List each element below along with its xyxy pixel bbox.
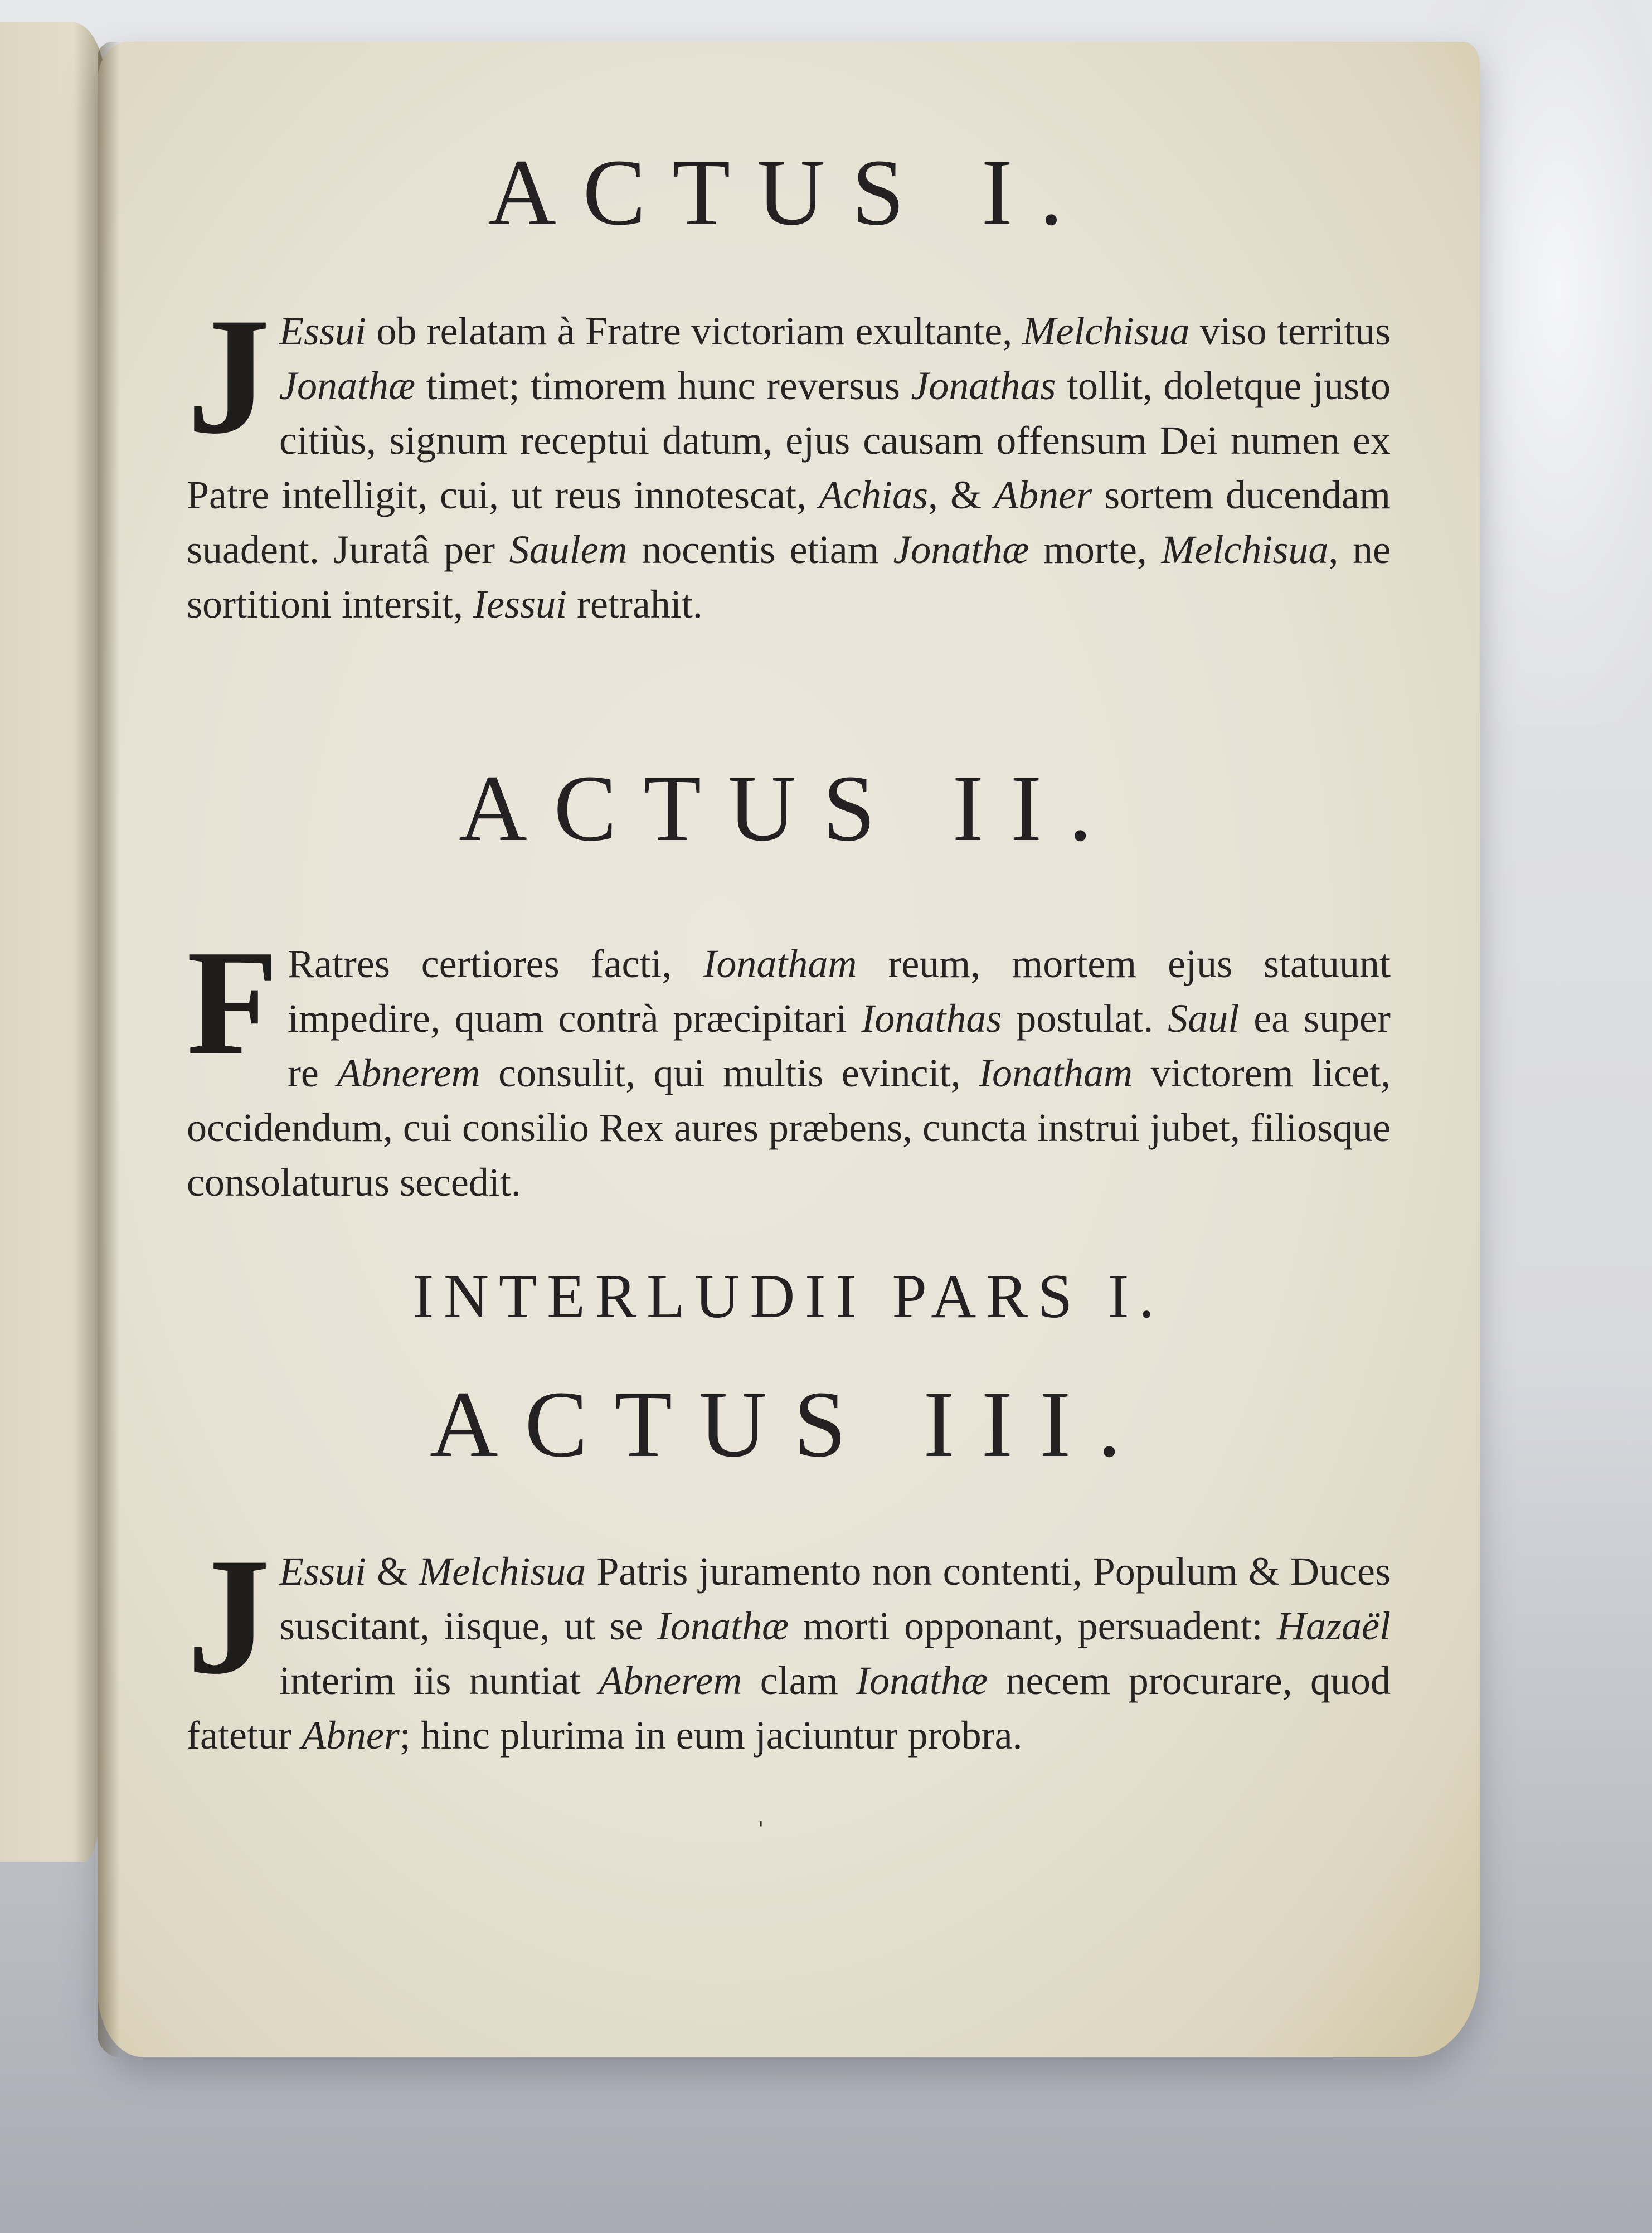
- proper-name: Saulem: [509, 527, 628, 572]
- text-run: consulit, qui multis evincit,: [480, 1051, 979, 1095]
- drop-cap: J: [187, 283, 270, 468]
- text-run: &: [366, 1549, 419, 1594]
- proper-name: Melchisua: [419, 1549, 586, 1594]
- text-run: tollit, doletque justo citiùs, signum receptui datum, ejus causam offensum Dei numen ex Patre intelligit, cui, ut reus innotescat,: [187, 363, 1391, 517]
- text-run: victorem licet, occidendum, cui consilio Rex aures præbens, cuncta instrui jubet, filiosque consolaturus secedit.: [187, 1051, 1391, 1205]
- proper-name: Abner: [994, 473, 1092, 517]
- proper-name: Jonathas: [911, 363, 1056, 408]
- text-run: morti opponant, persuadent:: [789, 1604, 1277, 1648]
- proper-name: Jonathæ: [893, 527, 1029, 572]
- proper-name: Hazaël: [1277, 1604, 1391, 1648]
- text-run: retrahit.: [566, 582, 703, 627]
- text-run: viso territus: [1189, 309, 1391, 353]
- text-run: reum, mortem ejus statuunt impedire, quam contrà præcipitari: [287, 941, 1391, 1041]
- act-3-text: [187, 1549, 1391, 1758]
- text-run: necem procurare, quod fatetur: [187, 1658, 1391, 1758]
- proper-name: Achias: [819, 473, 928, 517]
- proper-name: Ionatham: [979, 1051, 1133, 1095]
- proper-name: Jonathæ: [279, 363, 415, 408]
- gutter-shadow: [98, 42, 120, 2057]
- proper-name: Ionatham: [703, 941, 857, 986]
- act-2-text: [187, 919, 1391, 1205]
- text-run: , &: [927, 473, 994, 517]
- interlude-heading: INTERLUDII PARS I.: [412, 1262, 1165, 1331]
- act-3-summary: [187, 1523, 1391, 1763]
- proper-name: Melchisua: [1161, 527, 1329, 572]
- text-run: sortem ducendam suadent. Juratâ per: [187, 473, 1391, 572]
- act-1-summary: [187, 283, 1391, 632]
- text-run: ea super re: [287, 996, 1391, 1095]
- act-1-heading: ACTUS I.: [488, 140, 1090, 245]
- proper-name: Saul: [1168, 996, 1240, 1041]
- act-3-heading: ACTUS III.: [429, 1372, 1148, 1477]
- text-run: Patris juramento non contenti, Populum & Duces suscitant, iisque, ut se: [279, 1549, 1391, 1648]
- proper-name: Abner: [301, 1713, 400, 1758]
- text-run: interim iis nuntiat: [279, 1658, 599, 1703]
- proper-name: Abnerem: [599, 1658, 742, 1703]
- proper-name: Ionathæ: [657, 1604, 789, 1648]
- text-run: morte,: [1029, 527, 1162, 572]
- text-run: ob relatam à Fratre victoriam exultante,: [366, 309, 1023, 353]
- book-page: [98, 42, 1480, 2057]
- text-run: Ratres certiores facti,: [287, 941, 703, 986]
- ink-speck: ˈ: [755, 1815, 766, 1852]
- text-run: timet; timorem hunc reversus: [415, 363, 911, 408]
- text-run: postulat.: [1002, 996, 1168, 1041]
- act-1-text: [187, 309, 1391, 627]
- text-run: , ne sortitioni intersit,: [187, 527, 1391, 627]
- act-2-heading: ACTUS II.: [459, 756, 1119, 861]
- facing-page-left: [0, 22, 106, 1862]
- proper-name: Iessui: [473, 582, 567, 627]
- act-2-summary: [187, 919, 1391, 1210]
- text-run: ; hinc plurima in eum jaciuntur probra.: [399, 1713, 1023, 1758]
- proper-name: Essui: [279, 1549, 367, 1594]
- proper-name: Abnerem: [337, 1051, 480, 1095]
- proper-name: Ionathæ: [856, 1658, 988, 1703]
- drop-cap: J: [187, 1523, 270, 1708]
- text-run: clam: [742, 1658, 857, 1703]
- proper-name: Melchisua: [1022, 309, 1190, 353]
- proper-name: Ionathas: [861, 996, 1002, 1041]
- text-run: nocentis etiam: [627, 527, 893, 572]
- proper-name: Essui: [279, 309, 367, 353]
- drop-cap: F: [187, 919, 279, 1086]
